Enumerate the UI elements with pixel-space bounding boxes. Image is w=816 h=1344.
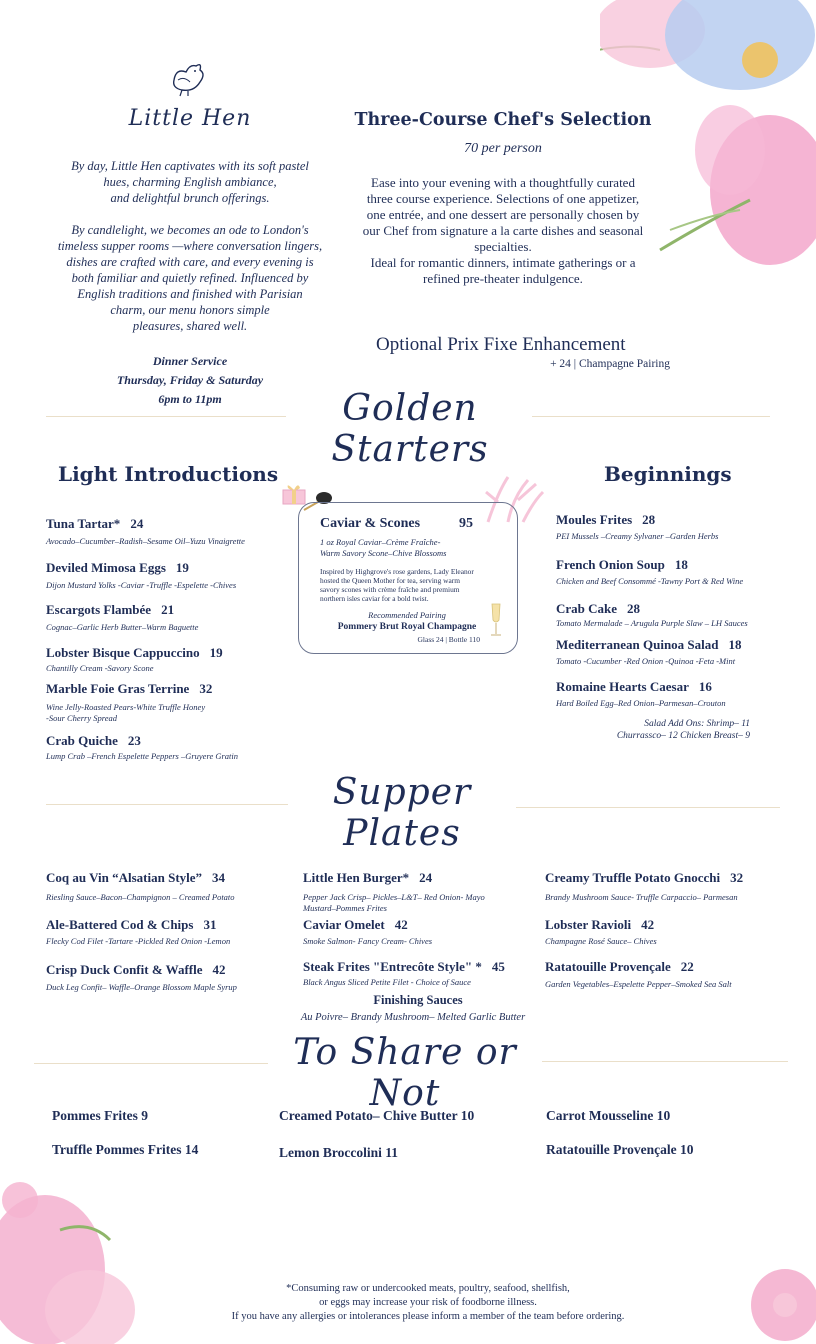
prix-fixe-line: specialties. (474, 239, 532, 254)
item-description: Tomato Mermalade – Arugula Purple Slaw – LH Sauces (556, 618, 748, 628)
item-description: Duck Leg Confit– Waffle–Orange Blossom Maple Syrup (46, 982, 237, 992)
service-hours: 6pm to 11pm (158, 392, 222, 406)
caviar-title-row (320, 516, 480, 532)
enhancement-detail: + 24 | Champagne Pairing (550, 358, 670, 370)
item-price: 18 (728, 637, 742, 652)
item-price: 45 (491, 959, 505, 974)
item-name: Lobster Ravioli (545, 917, 632, 932)
item-price: 23 (127, 733, 141, 748)
item-price: 42 (212, 962, 226, 977)
menu-item (556, 512, 796, 542)
item-name: Moules Frites (556, 512, 633, 527)
item-description: Garden Vegetables–Espelette Pepper–Smoked Sea Salt (545, 979, 732, 989)
intro-line: and delightful brunch offerings. (110, 191, 270, 205)
item-name: Creamy Truffle Potato Gnocchi (545, 870, 721, 885)
menu-item (46, 917, 296, 947)
item-description: PEI Mussels –Creamy Sylvaner –Garden Herbs (556, 531, 719, 541)
menu-item (556, 557, 806, 587)
caviar-story (320, 567, 506, 603)
intro-line: charm, our menu honors simple (110, 303, 270, 317)
item-price: 16 (698, 679, 712, 694)
item-name: Little Hen Burger* (303, 870, 410, 885)
menu-item (46, 602, 286, 633)
menu-item (556, 601, 806, 629)
item-name: Coq au Vin “Alsatian Style” (46, 870, 203, 885)
intro-line: pleasures, shared well. (132, 319, 248, 333)
item-price: 24 (130, 516, 144, 531)
side-item: Lemon Broccolini 11 (279, 1145, 399, 1160)
caviar-desc-line: 1 oz Royal Caviar–Crème Fraîche- (320, 537, 441, 547)
pairing-price: Glass 24 | Bottle 110 (417, 635, 480, 644)
divider-line (46, 416, 286, 417)
side-item: Ratatouille Provençale 10 (546, 1142, 694, 1157)
salad-addons (580, 718, 750, 742)
prix-fixe-line: our Chef from signature a la carte dishes and seasonal (362, 223, 644, 238)
intro-line: English traditions and finished with Parisian (77, 287, 303, 301)
item-description: Avocado–Cucumber–Radish–Sesame Oil–Yuzu Vinaigrette (46, 536, 245, 546)
floral-bottom-right (740, 1260, 816, 1344)
caviar-story-line: hosted the Queen Mother for tea, serving warm (320, 576, 460, 585)
item-description: Cognac–Garlic Herb Butter–Warm Baguette (46, 622, 199, 632)
menu-item (556, 637, 806, 667)
item-price: 32 (730, 870, 744, 885)
prix-fixe-description (340, 175, 666, 287)
item-description: -Sour Cherry Spread (46, 713, 117, 723)
prix-fixe-line: one entrée, and one dessert are personally chosen by (366, 207, 640, 222)
brand-logo-text: Little Hen (128, 106, 252, 131)
intro-text (52, 158, 328, 334)
item-description: Brandy Mushroom Sauce- Truffle Carpaccio– Parmesan (545, 892, 738, 902)
item-description: Wine Jelly-Roasted Pears-White Truffle Honey (46, 702, 206, 712)
prix-fixe-title: Three-Course Chef's Selection (354, 110, 652, 130)
footer-line: *Consuming raw or undercooked meats, poultry, seafood, shellfish, (286, 1283, 570, 1294)
item-name: Ratatouille Provençale (545, 959, 671, 974)
item-price: 22 (680, 959, 694, 974)
champagne-glass-icon (488, 602, 504, 638)
item-price: 18 (674, 557, 688, 572)
item-name: Ale-Battered Cod & Chips (46, 917, 194, 932)
footer-disclaimer (150, 1282, 706, 1324)
caviar-desc-line: Warm Savory Scone–Chive Blossoms (320, 548, 447, 558)
item-name: Crab Quiche (46, 733, 118, 748)
divider-line (542, 1061, 788, 1062)
divider-line (34, 1063, 268, 1064)
menu-item (46, 681, 286, 724)
service-days: Thursday, Friday & Saturday (116, 373, 264, 387)
item-name: Mediterranean Quinoa Salad (556, 637, 719, 652)
side-item: Pommes Frites 9 (52, 1108, 148, 1123)
footer-line: or eggs may increase your risk of foodborne illness. (319, 1297, 537, 1308)
side-item: Truffle Pommes Frites 14 (52, 1142, 199, 1157)
section-title-starters: Golden Starters (331, 388, 489, 470)
menu-item (303, 870, 523, 914)
caviar-price: 95 (459, 516, 473, 531)
intro-line: By day, Little Hen captivates with its soft pastel (71, 159, 309, 173)
prix-fixe-price: 70 per person (464, 141, 542, 156)
item-description: Chantilly Cream -Savory Scone (46, 663, 154, 673)
divider-line (532, 416, 770, 417)
intro-line: hues, charming English ambiance, (103, 175, 277, 189)
item-description: Champagne Rosé Sauce– Chives (545, 936, 657, 946)
item-name: Deviled Mimosa Eggs (46, 560, 166, 575)
finishing-sauces-title: Finishing Sauces (373, 993, 463, 1007)
item-description: Hard Boiled Egg–Red Onion–Parmesan–Crouton (556, 698, 726, 708)
pairing-wine: Pommery Brut Royal Champagne (337, 622, 477, 632)
light-introductions-heading: Light Introductions (58, 462, 279, 486)
item-name: Caviar Omelet (303, 917, 385, 932)
menu-item (545, 959, 805, 990)
item-description: Pepper Jack Crisp– Pickles–L&T– Red Onion- Mayo Mustard–Pommes Frites (303, 892, 485, 913)
divider-line (46, 804, 288, 805)
caviar-story-line: Inspired by Highgrove's rose gardens, Lady Eleanor (320, 567, 474, 576)
intro-line: timeless supper rooms —where conversation lingers, (57, 239, 323, 253)
item-description: Black Angus Sliced Petite Filet - Choice of Sauce (303, 977, 471, 987)
intro-line: By candlelight, we becomes an ode to London's (71, 223, 309, 237)
item-description: Smoke Salmon- Fancy Cream- Chives (303, 936, 433, 946)
divider-line (516, 807, 780, 808)
item-price: 34 (212, 870, 226, 885)
menu-item (556, 679, 806, 709)
caviar-name: Caviar & Scones (320, 516, 421, 531)
prix-fixe-line: three course experience. Selections of one appetizer, (366, 191, 640, 206)
enhancement-title: Optional Prix Fixe Enhancement (376, 334, 626, 355)
item-description: Dijon Mustard Yolks -Caviar -Truffle -Espelette -Chives (46, 580, 237, 590)
item-description: Tomato -Cucumber -Red Onion -Quinoa -Feta -Mint (556, 656, 736, 666)
item-price: 28 (642, 512, 656, 527)
item-name: Marble Foie Gras Terrine (46, 681, 190, 696)
intro-line: dishes are crafted with care, and every evening is (66, 255, 314, 269)
item-name: Escargots Flambée (46, 602, 152, 617)
caviar-story-line: northern isles caviar for a bold twist. (320, 594, 429, 603)
item-price: 42 (394, 917, 408, 932)
item-price: 31 (203, 917, 217, 932)
item-price: 28 (627, 601, 641, 616)
item-name: Romaine Hearts Caesar (556, 679, 689, 694)
footer-line: If you have any allergies or intolerances please inform a member of the team before ordering. (231, 1311, 625, 1322)
menu-item (46, 870, 296, 903)
pairing-label: Recommended Pairing (368, 610, 446, 620)
finishing-sauces-list: Au Poivre– Brandy Mushroom– Melted Garlic Butter (300, 1012, 526, 1023)
item-description: Lump Crab –French Espelette Peppers –Gruyere Gratin (46, 751, 239, 761)
caviar-story-line: savory scones with crème fraîche and premium (320, 585, 460, 594)
intro-line: both familiar and quietly refined. Influenced by (71, 271, 309, 285)
prix-fixe-line: Ease into your evening with a thoughtfully curated (371, 175, 635, 190)
side-item: Carrot Mousseline 10 (546, 1108, 671, 1123)
item-price: 24 (419, 870, 433, 885)
section-title-share: To Share or Not (293, 1032, 517, 1114)
addon-line: Salad Add Ons: Shrimp– 11 (644, 719, 750, 729)
beginnings-heading: Beginnings (604, 462, 732, 486)
menu-item (303, 917, 533, 947)
caviar-description (320, 537, 500, 559)
item-price: 21 (161, 602, 175, 617)
item-description: Riesling Sauce–Bacon–Champignon – Creamed Potato (46, 892, 235, 902)
item-name: French Onion Soup (556, 557, 665, 572)
menu-item (46, 733, 286, 762)
item-price: 32 (199, 681, 213, 696)
item-name: Crab Cake (556, 601, 618, 616)
menu-item (545, 870, 805, 903)
hen-logo-icon (168, 58, 210, 98)
service-title: Dinner Service (152, 354, 228, 368)
item-name: Tuna Tartar* (46, 516, 121, 531)
item-description: Chicken and Beef Consommé -Tawny Port & Red Wine (556, 576, 744, 586)
item-price: 42 (641, 917, 655, 932)
item-description: Flecky Cod Filet -Tartare -Pickled Red Onion -Lemon (46, 936, 231, 946)
addon-line: Churrassco– 12 Chicken Breast– 9 (616, 731, 750, 741)
item-price: 19 (175, 560, 189, 575)
menu-item (46, 516, 286, 547)
menu-item (46, 560, 286, 591)
item-name: Steak Frites "Entrecôte Style" * (303, 959, 482, 974)
menu-item (303, 959, 539, 988)
floral-bottom-left (0, 1160, 150, 1344)
item-name: Lobster Bisque Cappuccino (46, 645, 200, 660)
item-price: 19 (209, 645, 223, 660)
menu-item (545, 917, 805, 947)
side-item: Creamed Potato– Chive Butter 10 (279, 1108, 475, 1123)
menu-item (46, 645, 286, 674)
section-title-supper: Supper Plates (332, 772, 472, 854)
prix-fixe-line: Ideal for romantic dinners, intimate gatherings or a (370, 255, 636, 270)
menu-item (46, 962, 296, 993)
item-name: Crisp Duck Confit & Waffle (46, 962, 203, 977)
prix-fixe-line: refined pre-theater indulgence. (423, 271, 583, 286)
